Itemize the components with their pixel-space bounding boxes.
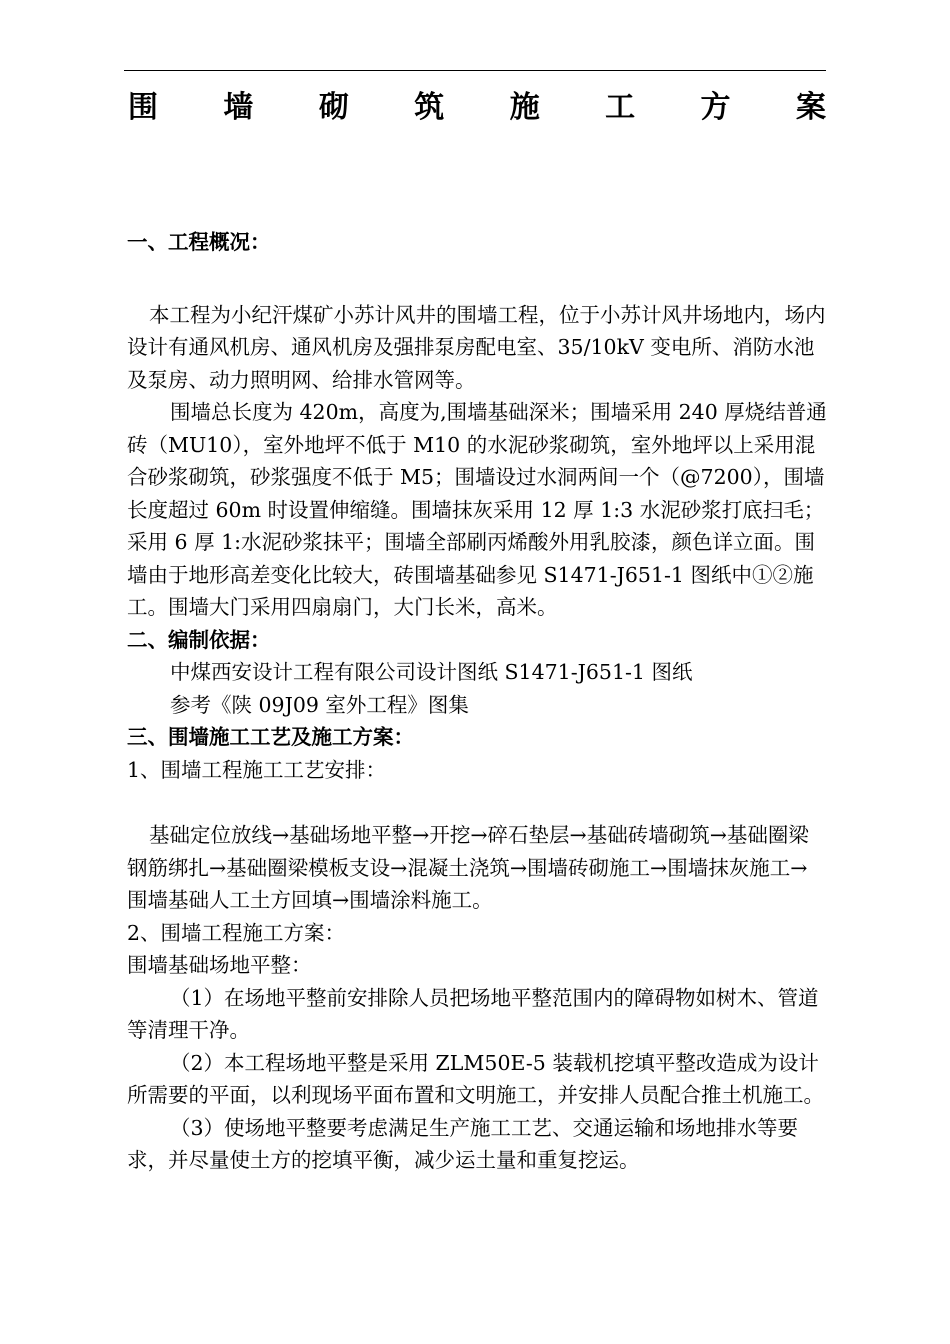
section-heading-overview: 一、工程概况：	[127, 230, 271, 254]
list-item: （2）本工程场地平整是采用 ZLM50E-5 装载机挖填平整改造成为设计所需要的平面，以利现场平面布置和文明施工，并安排人员配合推土机施工。	[127, 1050, 824, 1107]
basis-reference-2: 参考《陕 09J09 室外工程》图集	[170, 692, 469, 717]
document-title	[128, 86, 826, 130]
title-char: 围	[128, 90, 158, 125]
list-item: （3）使场地平整要考虑满足生产施工工艺、交通运输和场地排水等要求，并尽量使土方的挖填平衡，减少运土量和重复挖运。	[127, 1115, 799, 1172]
title-char: 施	[509, 90, 540, 125]
basis-reference-1: 中煤西安设计工程有限公司设计图纸 S1471-J651-1 图纸	[170, 660, 693, 684]
title-char: 墙	[223, 90, 254, 125]
process-subheading-1: 1、围墙工程施工工艺安排：	[127, 757, 387, 782]
title-char: 砌	[318, 90, 349, 125]
document-body	[127, 226, 827, 1177]
list-item: （1）在场地平整前安排除人员把场地平整范围内的障碍物如树木、管道等清理干净。	[127, 985, 819, 1042]
section-heading-basis: 二、编制依据：	[127, 627, 271, 652]
overview-paragraph-2: 围墙总长度为 420m，高度为,围墙基础深米；围墙采用 240 厚烧结普通砖（MU10），室外地坪不低于 M10 的水泥砂浆砌筑，室外地坪以上采用混合砂浆砌筑，砂浆强度不低于 M5；围墙设过水洞两间一个（@7200），围墙长度超过 60m 时设置伸缩缝。围墙抹灰采用 12 厚 1:3 水泥砂浆打底扫毛；采用 6 厚 1:水泥砂浆抹平；围墙全部刷丙烯酸外用乳胶漆，颜色详立面。围墙由于地形高差变化比较大，砖围墙基础参见 S1471-J651-1 图纸中①②施工。围墙大门采用四扇扇门，大门长米，高米。	[127, 400, 827, 619]
title-char: 工	[605, 90, 636, 125]
title-char: 案	[795, 90, 826, 125]
overview-paragraph-1: 本工程为小纪汗煤矿小苏计风井的围墙工程，位于小苏计风井场地内，场内设计有通风机房、通风机房及强排泵房配电室、35/10kV 变电所、消防水池及泵房、动力照明网、给排水管网等。	[127, 302, 826, 392]
header-rule	[124, 70, 826, 71]
section-heading-process: 三、围墙施工工艺及施工方案：	[127, 725, 414, 749]
process-flow-paragraph: 基础定位放线→基础场地平整→开挖→碎石垫层→基础砖墙砌筑→基础圈梁钢筋绑扎→基础圈梁模板支设→混凝土浇筑→围墙砖砌施工→围墙抹灰施工→围墙基础人工土方回填→围墙涂料施工。	[127, 823, 809, 912]
title-char: 筑	[414, 90, 445, 125]
title-char: 方	[700, 90, 731, 125]
process-subheading-2: 2、围墙工程施工方案：	[127, 920, 346, 945]
site-leveling-heading: 围墙基础场地平整：	[127, 953, 312, 977]
